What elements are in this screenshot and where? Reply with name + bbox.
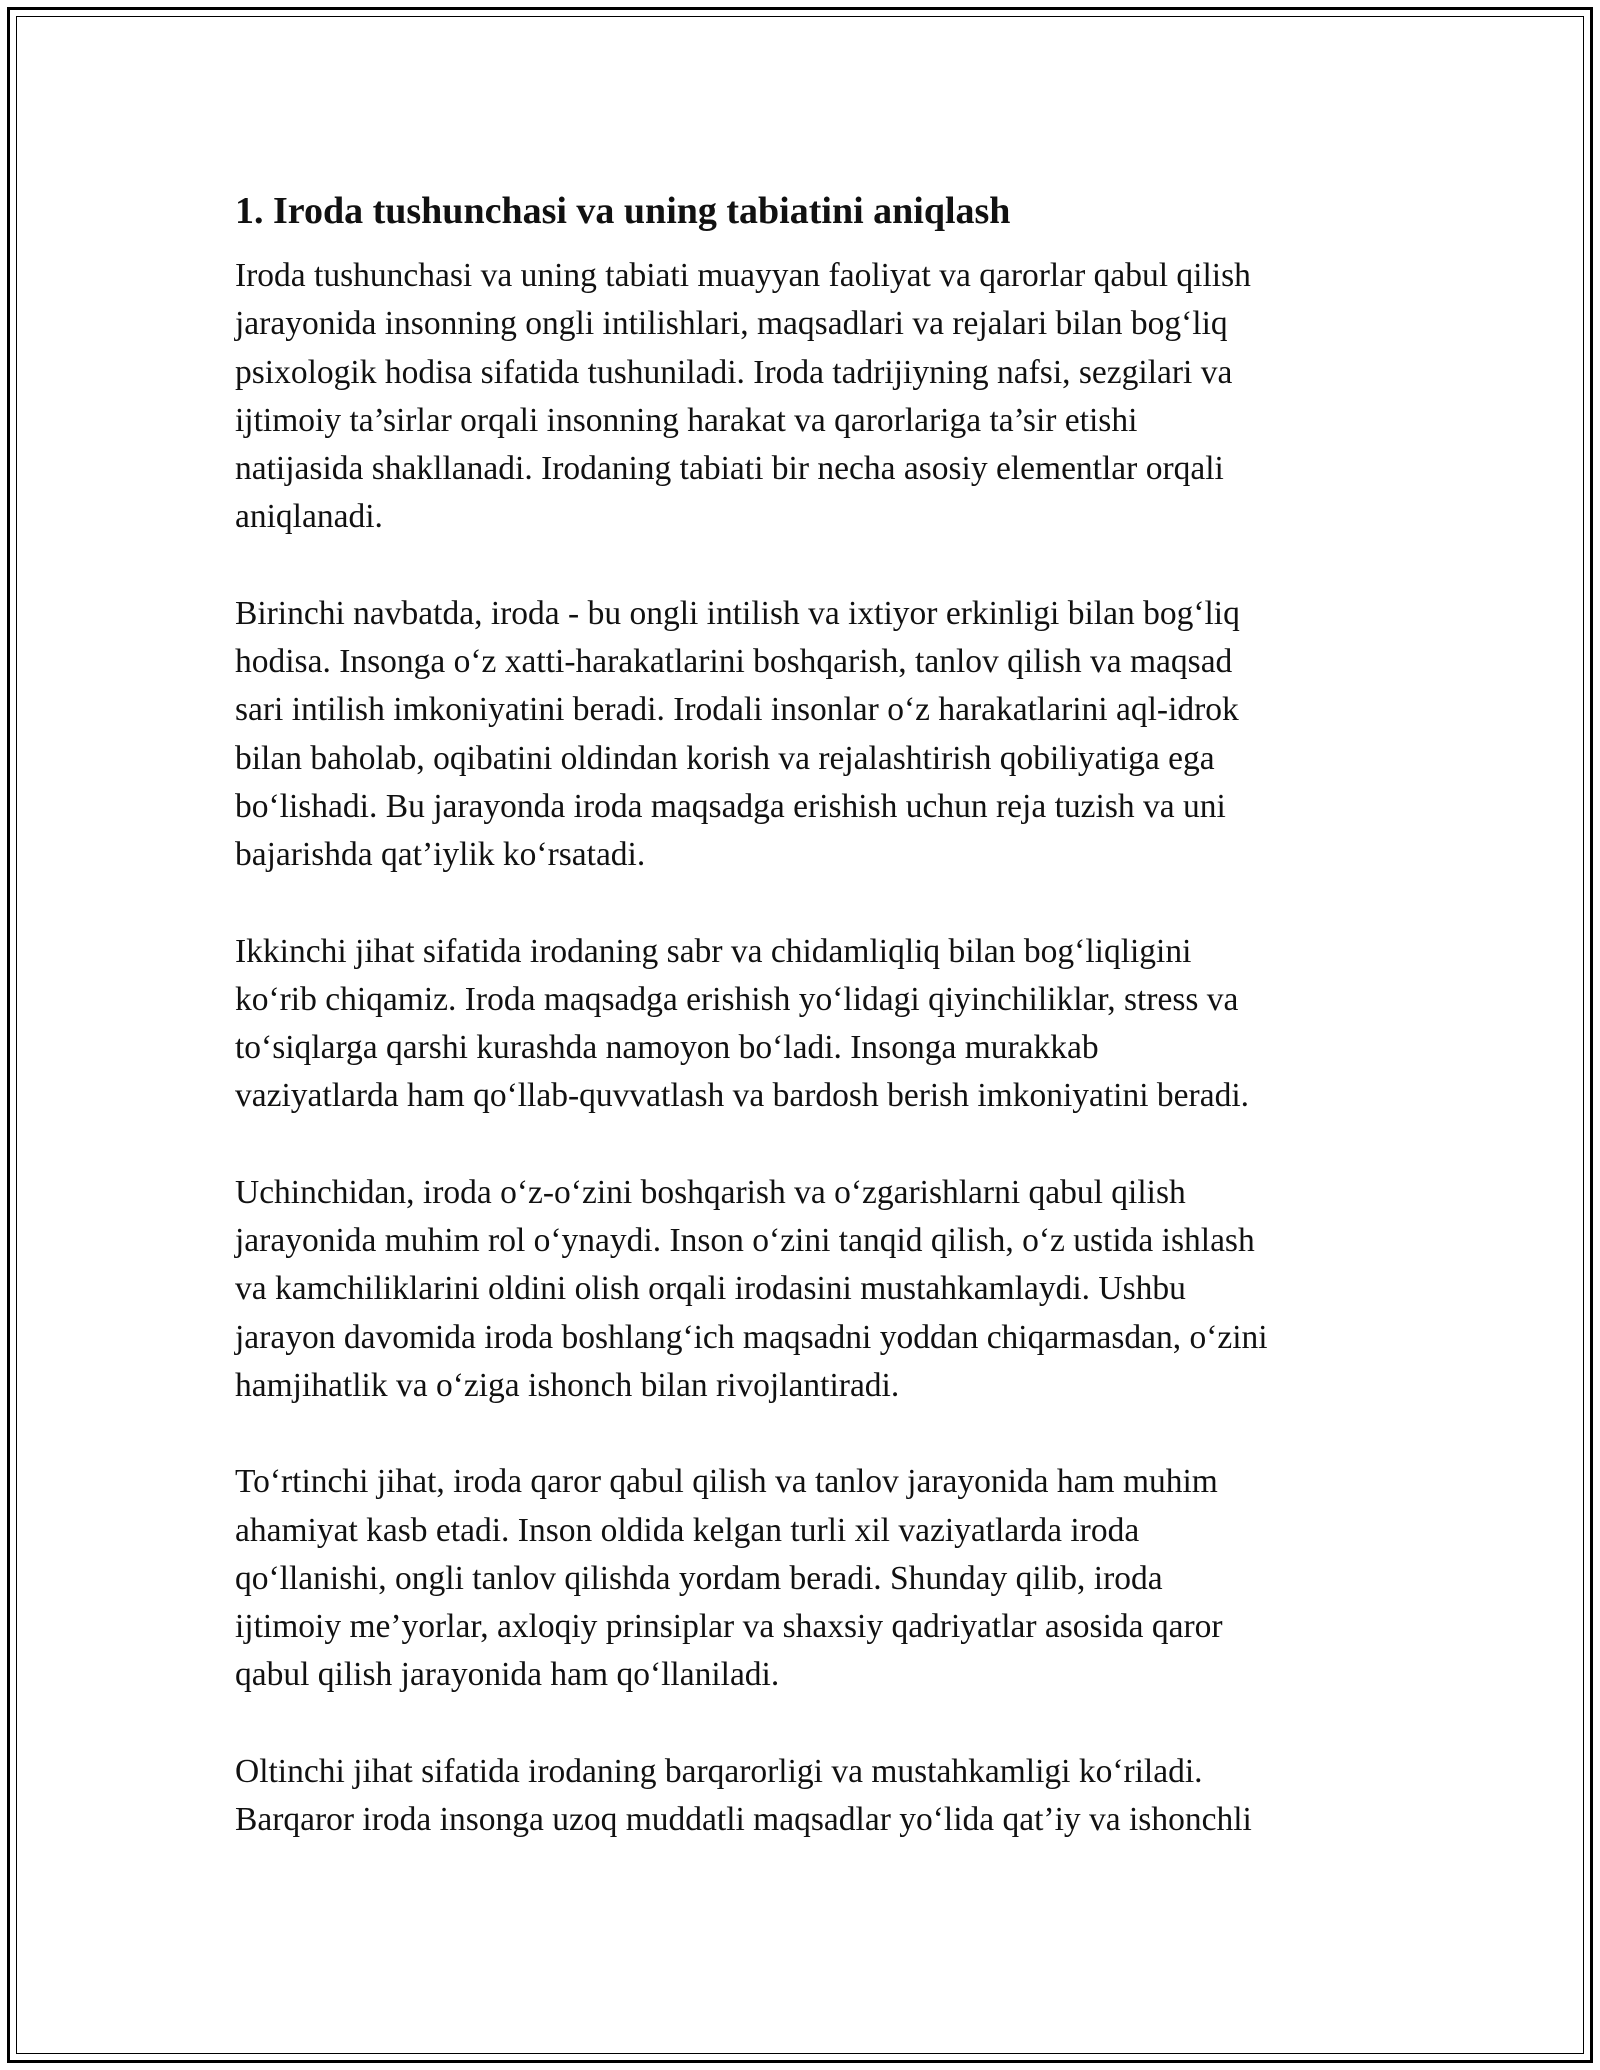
text-line: hodisa. Insonga o‘z xatti-harakatlarini boshqarish, tanlov qilish va maqsad	[235, 643, 1233, 681]
text-line: va kamchiliklarini oldini olish orqali irodasini mustahkamlaydi. Ushbu	[235, 1270, 1186, 1308]
text-line: aniqlanadi.	[235, 498, 383, 536]
text-line: hamjihatlik va o‘ziga ishonch bilan rivojlantiradi.	[235, 1366, 900, 1404]
text-line: jarayonida insonning ongli intilishlari, maqsadlari va rejalari bilan bog‘liq	[235, 305, 1228, 343]
paragraph	[235, 590, 1375, 880]
text-line: sari intilish imkoniyatini beradi. Irodali insonlar o‘z harakatlarini aql-idrok	[235, 691, 1239, 729]
paragraph	[235, 1169, 1375, 1410]
paragraph	[235, 928, 1375, 1121]
paragraph-list	[235, 252, 1375, 1844]
document-body	[235, 180, 1375, 1892]
text-line: jarayon davomida iroda boshlang‘ich maqsadni yoddan chiqarmasdan, o‘zini	[235, 1318, 1268, 1356]
text-line: to‘siqlarga qarshi kurashda namoyon bo‘ladi. Insonga murakkab	[235, 1029, 1099, 1067]
text-line: vaziyatlarda ham qo‘llab-quvvatlash va bardosh berish imkoniyatini beradi.	[235, 1077, 1249, 1115]
text-line: Birinchi navbatda, iroda - bu ongli intilish va ixtiyor erkinligi bilan bog‘liq	[235, 594, 1240, 632]
text-line: qabul qilish jarayonida ham qo‘llaniladi.	[235, 1656, 780, 1694]
text-line: ko‘rib chiqamiz. Iroda maqsadga erishish yo‘lidagi qiyinchiliklar, stress va	[235, 980, 1239, 1018]
text-line: natijasida shakllanadi. Irodaning tabiati bir necha asosiy elementlar orqali	[235, 450, 1224, 488]
text-line: Ikkinchi jihat sifatida irodaning sabr va chidamliqliq bilan bog‘liqligini	[235, 932, 1192, 970]
text-line: jarayonida muhim rol o‘ynaydi. Inson o‘zini tanqid qilish, o‘z ustida ishlash	[235, 1222, 1255, 1260]
text-line: Barqaror iroda insonga uzoq muddatli maqsadlar yo‘lida qat’iy va ishonchli	[235, 1801, 1252, 1839]
text-line: To‘rtinchi jihat, iroda qaror qabul qilish va tanlov jarayonida ham muhim	[235, 1463, 1218, 1501]
text-line: qo‘llanishi, ongli tanlov qilishda yordam beradi. Shunday qilib, iroda	[235, 1559, 1163, 1597]
text-line: bo‘lishadi. Bu jarayonda iroda maqsadga erishish uchun reja tuzish va uni	[235, 787, 1226, 825]
section-heading: 1. Iroda tushunchasi va uning tabiatini aniqlash	[235, 190, 1011, 232]
text-line: ahamiyat kasb etadi. Inson oldida kelgan turli xil vaziyatlarda iroda	[235, 1511, 1140, 1549]
paragraph	[235, 252, 1375, 542]
text-line: bajarishda qat’iylik ko‘rsatadi.	[235, 836, 646, 874]
text-line: ijtimoiy me’yorlar, axloqiy prinsiplar va shaxsiy qadriyatlar asosida qaror	[235, 1608, 1223, 1646]
paragraph	[235, 1748, 1375, 1845]
text-line: bilan baholab, oqibatini oldindan korish va rejalashtirish qobiliyatiga ega	[235, 739, 1215, 777]
text-line: Oltinchi jihat sifatida irodaning barqarorligi va mustahkamligi ko‘riladi.	[235, 1752, 1203, 1790]
paragraph	[235, 1458, 1375, 1699]
text-line: Uchinchidan, iroda o‘z-o‘zini boshqarish va o‘zgarishlarni qabul qilish	[235, 1173, 1186, 1211]
text-line: psixologik hodisa sifatida tushuniladi. Iroda tadrijiyning nafsi, sezgilari va	[235, 353, 1233, 391]
text-line: Iroda tushunchasi va uning tabiati muayyan faoliyat va qarorlar qabul qilish	[235, 257, 1251, 294]
text-line: ijtimoiy ta’sirlar orqali insonning harakat va qarorlariga ta’sir etishi	[235, 401, 1138, 439]
